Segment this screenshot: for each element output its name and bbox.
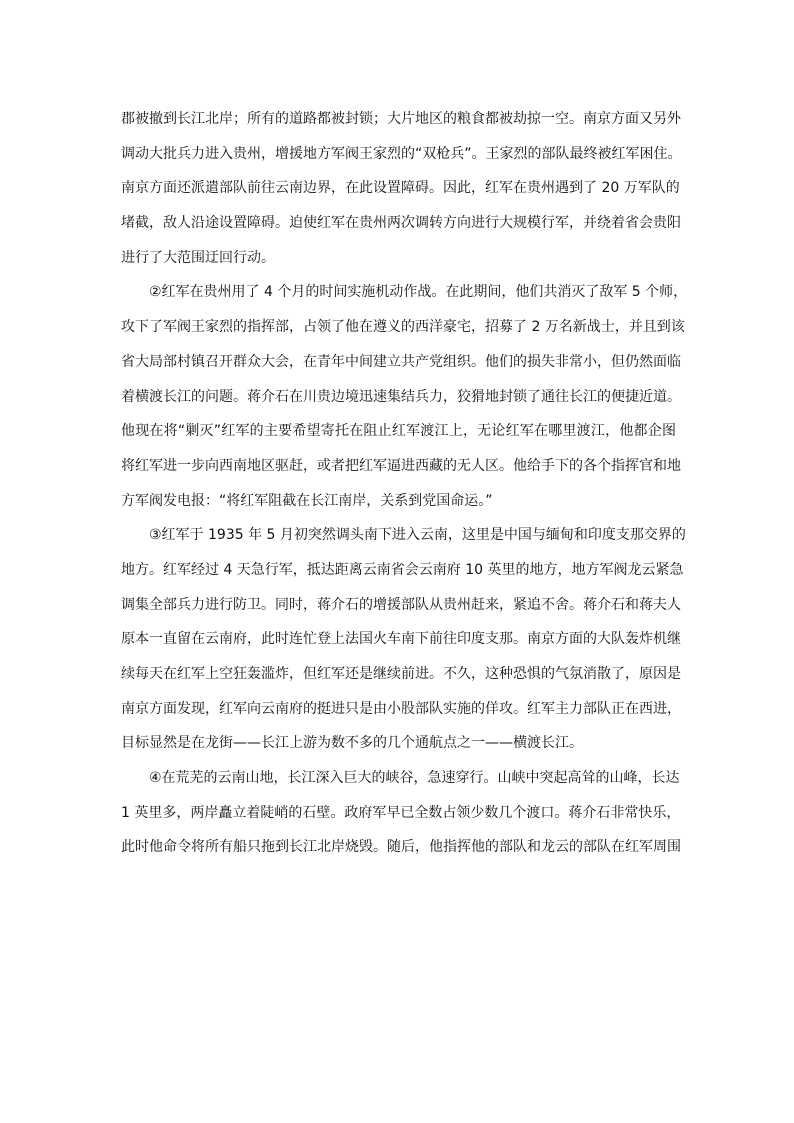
text-line: 省大局部村镇召开群众大会，在青年中间建立共产党组织。他们的损失非常小，但仍然面临 [121, 353, 681, 370]
text-line: 目标显然是在龙街——长江上游为数不多的几个通航点之一——横渡长江。 [121, 735, 583, 752]
text-line: 着横渡长江的问题。蒋介石在川贵边境迅速集结兵力，狡猾地封锁了通往长江的便捷近道。 [121, 388, 681, 405]
text-line: 进行了大范围迂回行动。 [121, 249, 275, 266]
text-line: 他现在将“剿灭”红军的主要希望寄托在阻止红军渡江上，无论红军在哪里渡江，他都企图 [121, 423, 676, 440]
text-line: 堵截，敌人沿途设置障碍。迫使红军在贵州两次调转方向进行大规模行军，并绕着省会贵阳 [121, 215, 681, 232]
text-line: 将红军进一步向西南地区驱赶，或者把红军逼进西藏的无人区。他给手下的各个指挥官和地 [121, 457, 681, 474]
paragraph-first-line: ④在荒芜的云南山地，长江深入巨大的峡谷，急速穿行。山峡中突起高耸的山峰，长达 [149, 770, 680, 787]
text-line: 续每天在红军上空狂轰滥炸，但红军还是继续前进。不久，这种恐惧的气氛消散了，原因是 [121, 666, 681, 682]
paragraph-first-line: ②红军在贵州用了 4 个月的时间实施机动作战。在此期间，他们共消灭了敌军 5 个师， [149, 284, 688, 301]
text-line: 调动大批兵力进入贵州，增援地方军阀王家烈的“双枪兵”。王家烈的部队最终被红军困住。 [121, 145, 682, 162]
text-line: 地方。红军经过 4 天急行军，抵达距离云南省会云南府 10 英里的地方，地方军阀龙云紧急 [121, 561, 684, 578]
text-line: 南京方面还派遣部队前往云南边界，在此设置障碍。因此，红军在贵州遇到了 20 万军队的 [121, 180, 680, 197]
text-line: 此时他命令将所有船只拖到长江北岸烧毁。随后，他指挥他的部队和龙云的部队在红军周围 [121, 839, 681, 856]
document-body [121, 102, 688, 865]
text-line: 郡被撤到长江北岸；所有的道路都被封锁；大片地区的粮食都被劫掠一空。南京方面又另外 [121, 111, 681, 127]
text-line: 1 英里多，两岸矗立着陡峭的石壁。政府军早已全数占领少数几个渡口。蒋介石非常快乐， [121, 804, 681, 821]
text-line: 调集全部兵力进行防卫。同时，蒋介石的增援部队从贵州赶来，紧追不舍。蒋介石和蒋夫人 [121, 596, 681, 613]
text-line: 南京方面发现，红军向云南府的挺进只是由小股部队实施的佯攻。红军主力部队正在西进， [121, 700, 681, 717]
text-line: 攻下了军阀王家烈的指挥部，占领了他在遵义的西洋豪宅，招募了 2 万名新战士，并且到该 [121, 319, 685, 336]
text-line: 原本一直留在云南府，此时连忙登上法国火车南下前往印度支那。南京方面的大队轰炸机继 [121, 631, 681, 648]
paragraph-first-line: ③红军于 1935 年 5 月初突然调头南下进入云南，这里是中国与缅甸和印度支那交界的 [149, 527, 686, 544]
text-line: 方军阀发电报：“将红军阻截在长江南岸，关系到党国命运。” [121, 492, 493, 509]
